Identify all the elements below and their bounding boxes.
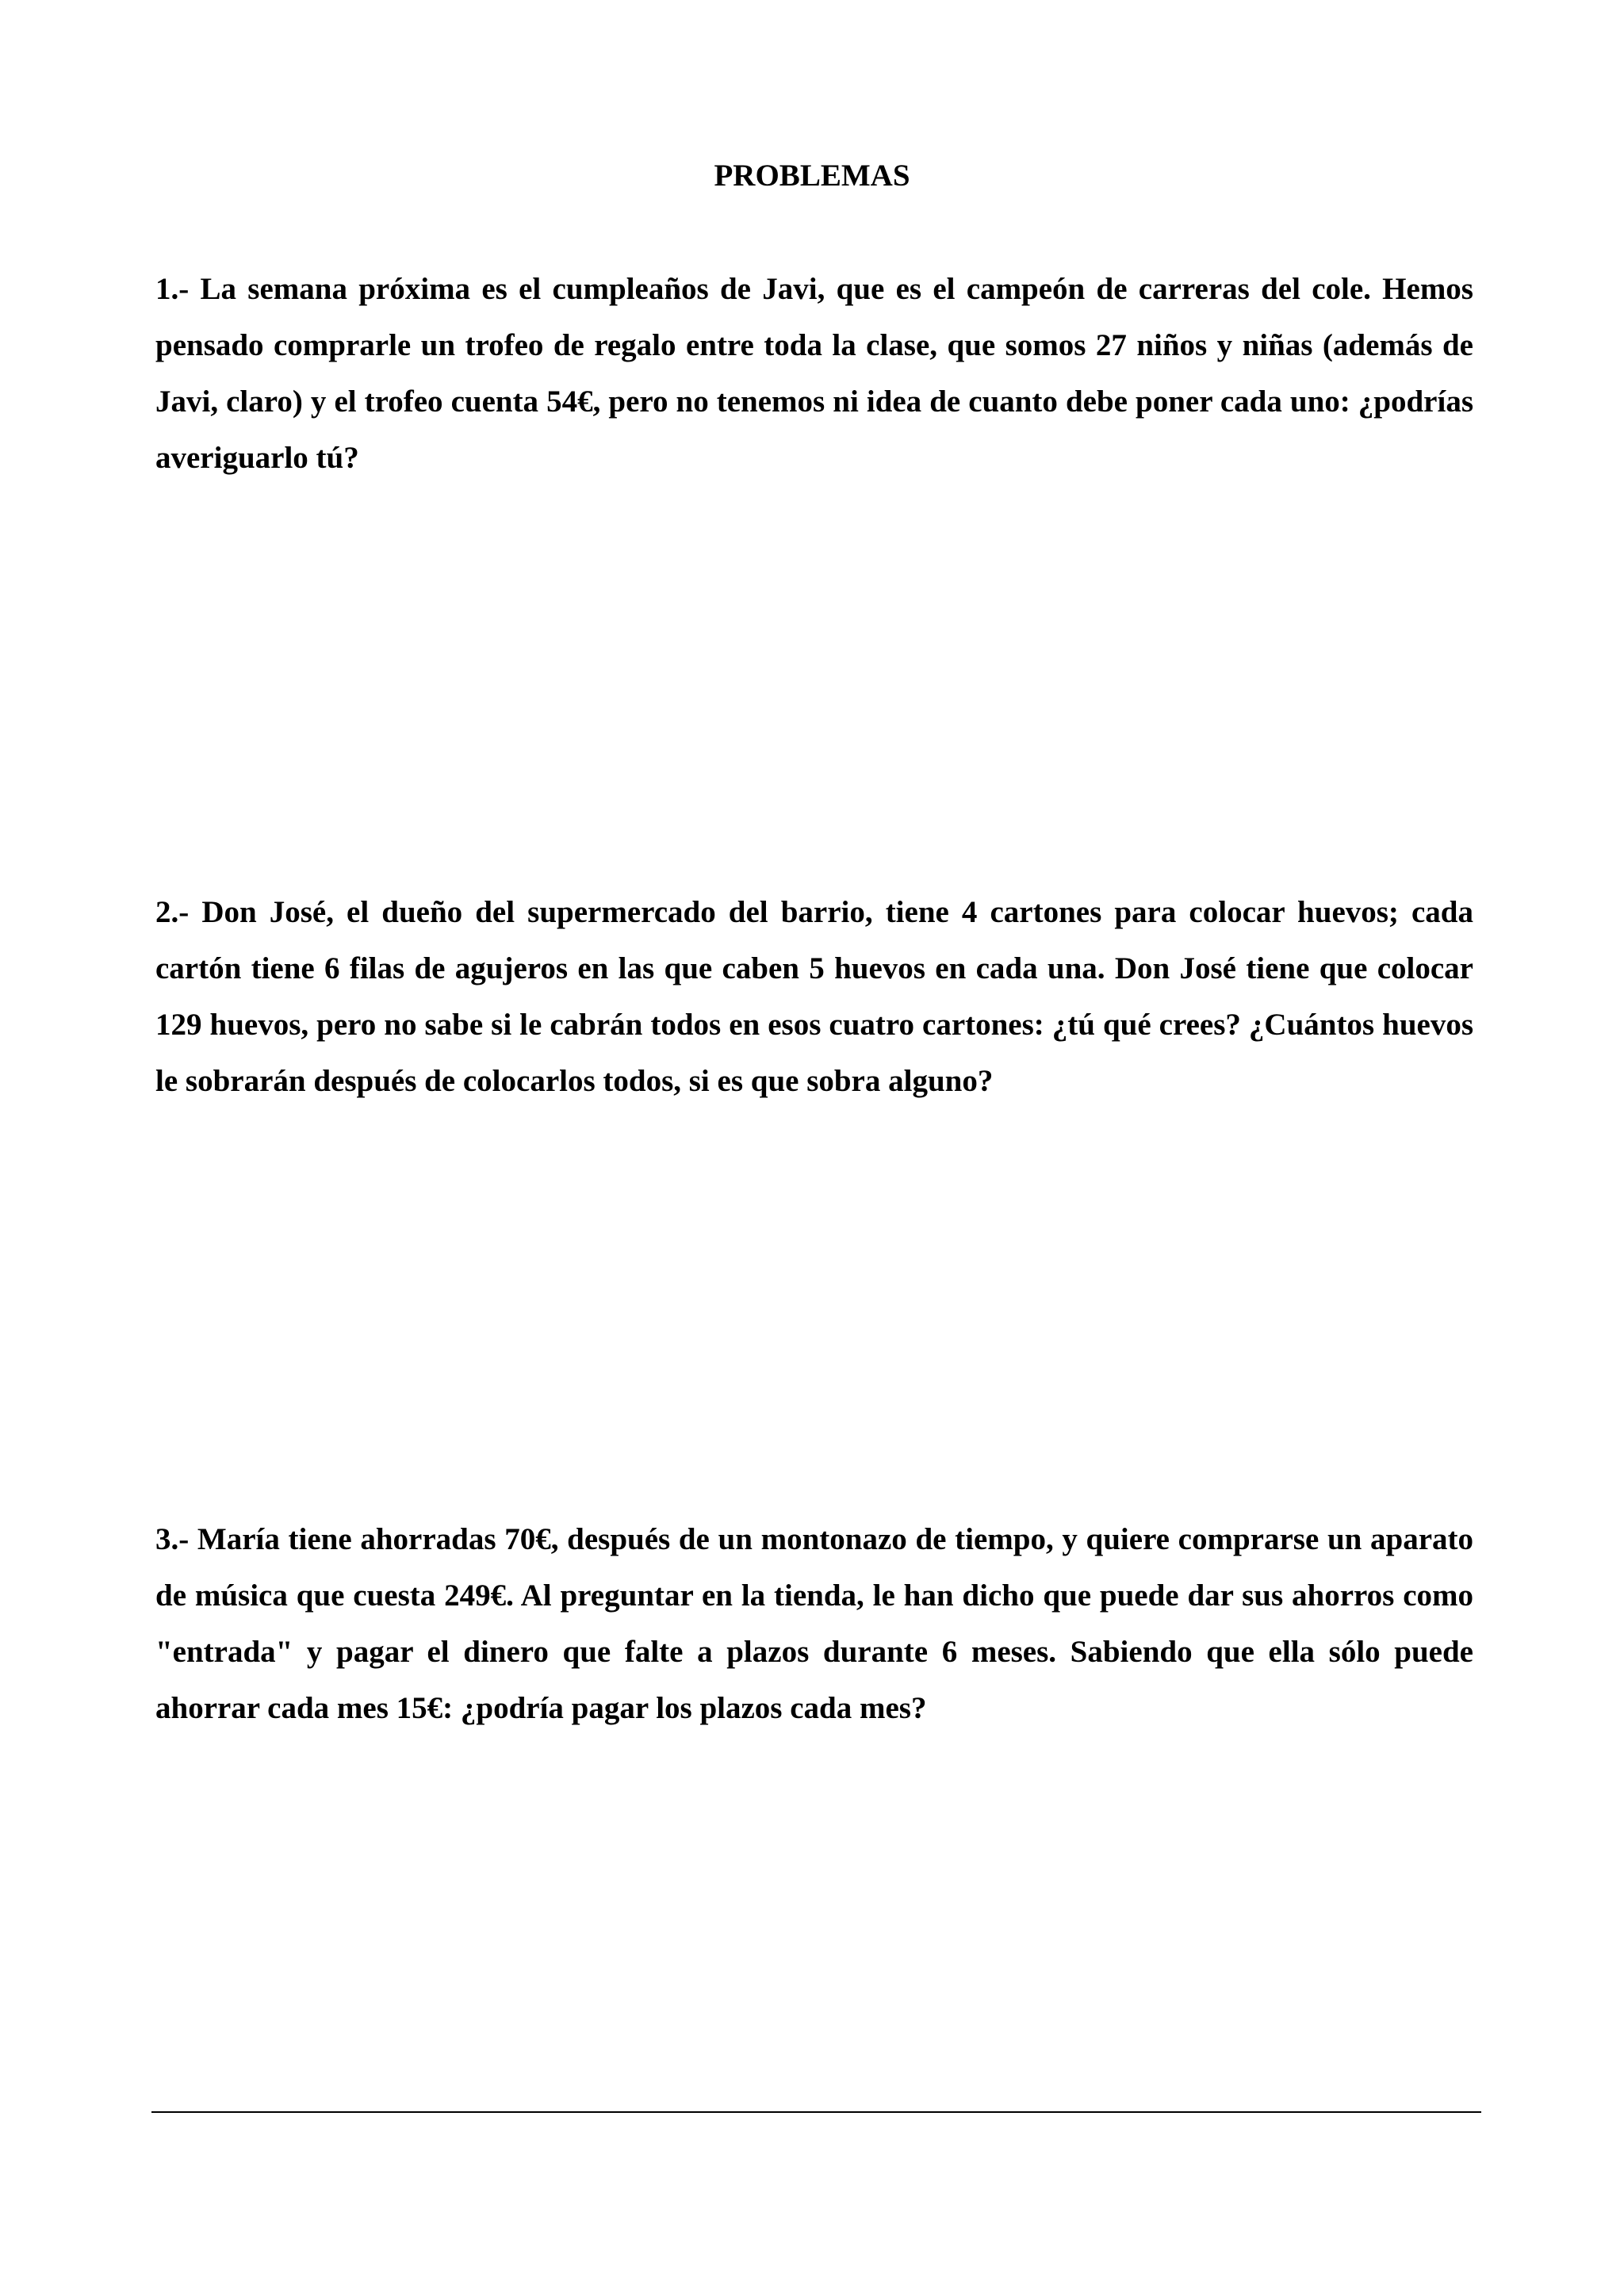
- page-title: PROBLEMAS: [714, 159, 910, 193]
- problem-3: 3.- María tiene ahorradas 70€, después de un montonazo de tiempo, y quiere comprarse un aparato de música que cuesta 249€. Al preguntar en la tienda, le han dicho que puede dar sus ahorros como "entrada" y pagar el dinero que falte a plazos durante 6 meses. Sabiendo que ella sólo puede ahorrar cada mes 15€: ¿podría pagar los plazos cada mes?: [155, 1522, 1473, 1725]
- footer-divider: [151, 2111, 1481, 2113]
- problem-2: 2.- Don José, el dueño del supermercado del barrio, tiene 4 cartones para colocar huevos; cada cartón tiene 6 filas de agujeros en las que caben 5 huevos en cada una. Don José tiene que colocar 129 huevos, pero no sabe si le cabrán todos en esos cuatro cartones: ¿tú qué crees? ¿Cuántos huevos le sobrarán después de colocarlos todos, si es que sobra alguno?: [155, 895, 1473, 1098]
- problem-1: 1.- La semana próxima es el cumpleaños de Javi, que es el campeón de carreras del cole. Hemos pensado comprarle un trofeo de regalo entre toda la clase, que somos 27 niños y niñas (además de Javi, claro) y el trofeo cuenta 54€, pero no tenemos ni idea de cuanto debe poner cada uno: ¿podrías averiguarlo tú?: [155, 272, 1473, 475]
